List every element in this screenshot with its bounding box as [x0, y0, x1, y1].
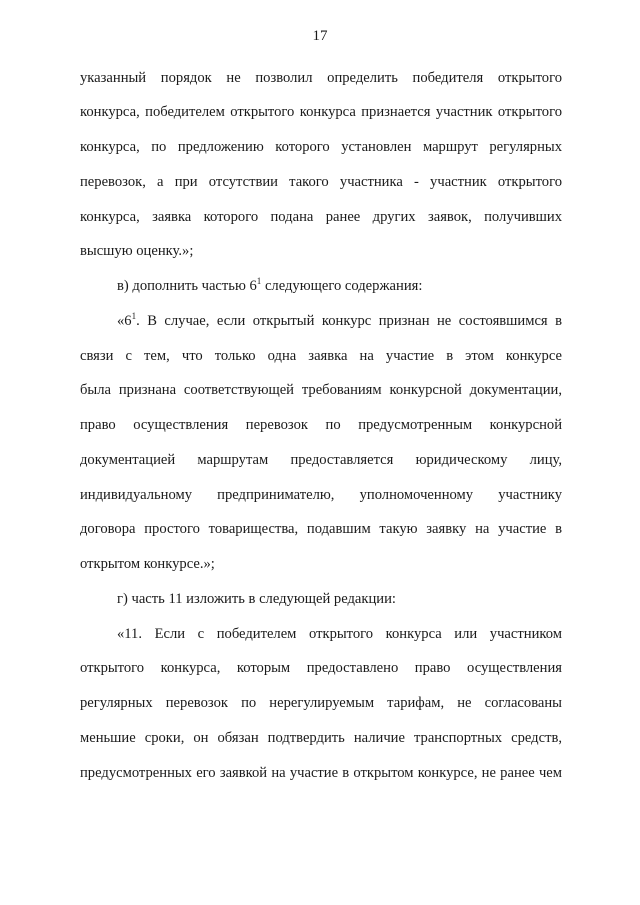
- text-line-17: «11. Если с победителем открытого конкурса или участником: [117, 626, 562, 642]
- superscript-1: 1: [256, 276, 262, 286]
- text-line-10: была признана соответствующей требованиям конкурсной документации,: [80, 382, 562, 398]
- text-line-21: предусмотренных его заявкой на участие в открытом конкурсе, не ранее чем: [80, 765, 562, 781]
- text-line-1: указанный порядок не позволил определить победителя открытого: [80, 70, 562, 86]
- text-line-8: [117, 311, 562, 331]
- text-line-13: индивидуальному предпринимателю, уполномоченному участнику: [80, 487, 562, 503]
- superscript-2: 1: [131, 311, 137, 321]
- text-line-19: регулярных перевозок по нерегулируемым тарифам, не согласованы: [80, 695, 562, 711]
- text-line-20: меньшие сроки, он обязан подтвердить наличие транспортных средств,: [80, 730, 562, 746]
- text-line-9: связи с тем, что только одна заявка на участие в этом конкурсе: [80, 348, 562, 364]
- text-line-5: конкурса, заявка которого подана ранее других заявок, получивших: [80, 209, 562, 225]
- text-line-18: открытого конкурса, которым предоставлено право осуществления: [80, 660, 562, 676]
- text-line-8-part-2: . В случае, если открытый конкурс признан не состоявшимся в: [136, 313, 562, 329]
- text-line-4: перевозок, а при отсутствии такого участника - участник открытого: [80, 174, 562, 190]
- text-line-15: открытом конкурсе.»;: [80, 556, 215, 572]
- text-line-11: право осуществления перевозок по предусмотренным конкурсной: [80, 417, 562, 433]
- text-line-16: г) часть 11 изложить в следующей редакции:: [117, 591, 396, 607]
- page-number: 17: [312, 28, 328, 44]
- text-line-7: [117, 276, 562, 296]
- text-line-2: конкурса, победителем открытого конкурса признается участник открытого: [80, 104, 562, 120]
- text-line-7-part-1: в) дополнить частью 6: [117, 278, 257, 294]
- text-line-6: высшую оценку.»;: [80, 243, 194, 259]
- text-line-14: договора простого товарищества, подавшим такую заявку на участие в: [80, 521, 562, 537]
- text-line-8-part-1: «6: [117, 313, 132, 329]
- text-line-3: конкурса, по предложению которого установлен маршрут регулярных: [80, 139, 562, 155]
- text-line-12: документацией маршрутам предоставляется юридическому лицу,: [80, 452, 562, 468]
- text-line-7-part-2: следующего содержания:: [261, 278, 423, 294]
